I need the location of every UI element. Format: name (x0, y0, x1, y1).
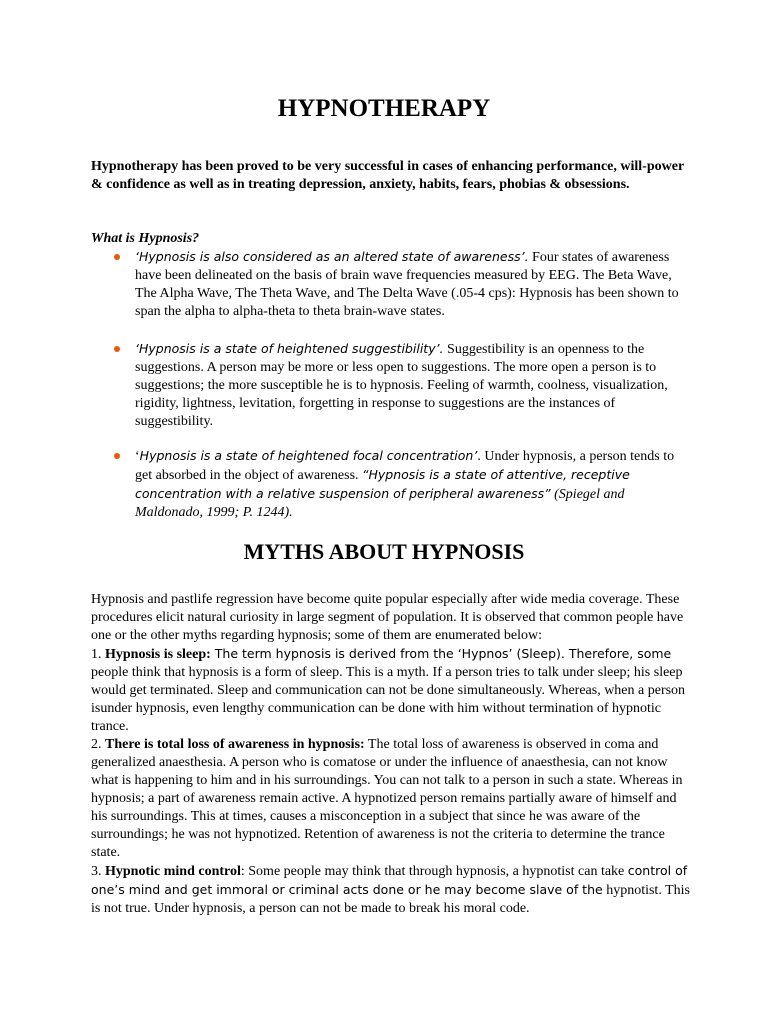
myth-number: 1. (91, 647, 105, 662)
citation-quote: “Hypnosis is a state of attentive, receptive concentration with a relative suspension of peripheral awareness” (135, 467, 630, 501)
myth-text-pre: : Some people may think that through hypnosis, a hypnotist can take (240, 864, 628, 879)
open-quote-mark: ‘ (135, 449, 140, 464)
bullet-dot-icon (114, 254, 120, 260)
list-item (135, 248, 685, 321)
myths-intro-paragraph: Hypnosis and pastlife regression have become quite popular especially after wide media coverage. These procedures elicit natural curiosity in large segment of population. It is observed that common people have one or the other myths regarding hypnosis; some of them are enumerated below: (91, 592, 684, 643)
bullet-dot-icon (114, 453, 120, 459)
myths-section (91, 591, 691, 918)
definition-text: Suggestibility is an openness to the suggestions. A person may be more or less open to suggestions. The more open a person is to suggestions; the more susceptible he is to hypnosis. Feeling of warmth, coolness, visualization, rigidity, lightness, levitation, forgetting in response to suggestions are the instances of suggestibility. (135, 342, 668, 429)
intro-paragraph: Hypnotherapy has been proved to be very successful in cases of enhancing performance, will-power & confidence as well as in treating depression, anxiety, habits, fears, phobias & obsessions. (91, 159, 684, 192)
myth-title: There is total loss of awareness in hypnosis: (105, 737, 365, 752)
page-title: HYPNOTHERAPY (277, 95, 491, 122)
myth-item (91, 645, 691, 736)
definition-quote: ‘Hypnosis is a state of heightened suggestibility’. (135, 341, 444, 356)
definition-quote: ‘Hypnosis is also considered as an altered state of awareness’. (135, 249, 529, 264)
definition-text: . Under hypnosis, a person tends to get absorbed in the object of awareness. (135, 449, 675, 483)
myths-heading: MYTHS ABOUT HYPNOSIS (243, 539, 525, 564)
myth-number: 2. (91, 737, 105, 752)
what-is-hypnosis-heading: What is Hypnosis? (91, 231, 200, 246)
myth-title: Hypnosis is sleep: (105, 647, 211, 662)
myth-item (91, 862, 691, 918)
myth-number: 3. (91, 864, 105, 879)
myth-text: people think that hypnosis is a form of sleep. This is a myth. If a person tries to talk under sleep; his sleep would get terminated. Sleep and communication can not be done simultaneously. Whereas, when a person isunder hypnosis, even lengthy communication can be done with him without termination of hypnotic trance. (91, 665, 686, 734)
myth-text-sans: The term hypnosis is derived from the ‘Hypnos’ (Sleep). Therefore, some (210, 646, 672, 661)
definition-text: Four states of awareness have been delineated on the basis of brain wave frequencies measured by EEG. The Beta Wave, The Alpha Wave, The Theta Wave, and The Delta Wave (.05-4 cps): Hypnosis has been shown to span the alpha to alpha-theta to theta brain-wave states. (135, 250, 679, 319)
myth-item (91, 736, 691, 862)
myth-text-sans: control of one’s mind and get immoral or criminal acts done or he may become slave of the (91, 863, 688, 897)
citation-reference: (Spiegel and Maldonado, 1999; P. 1244). (135, 487, 625, 520)
bullet-dot-icon (114, 346, 120, 352)
myth-text: The total loss of awareness is observed in coma and generalized anaesthesia. A person who is comatose or under the influence of anaesthesia, can not know what is happening to him and in his surroundings. You can not talk to a person in such a state. Whereas in hypnosis; a part of awareness remain active. A hypnotized person remains partially aware of himself and his surroundings. This at times, causes a misconception in a subject that since he was aware of the surroundings; he was not hypnotized. Retention of awareness is not the criteria to determine the trance state. (91, 737, 683, 860)
list-item (135, 447, 685, 522)
myth-text: hypnotist. This is not true. Under hypnosis, a person can not be made to break his moral code. (91, 883, 690, 916)
myth-title: Hypnotic mind control (105, 864, 241, 879)
definition-quote: Hypnosis is a state of heightened focal concentration’ (139, 448, 478, 463)
list-item (135, 340, 685, 431)
